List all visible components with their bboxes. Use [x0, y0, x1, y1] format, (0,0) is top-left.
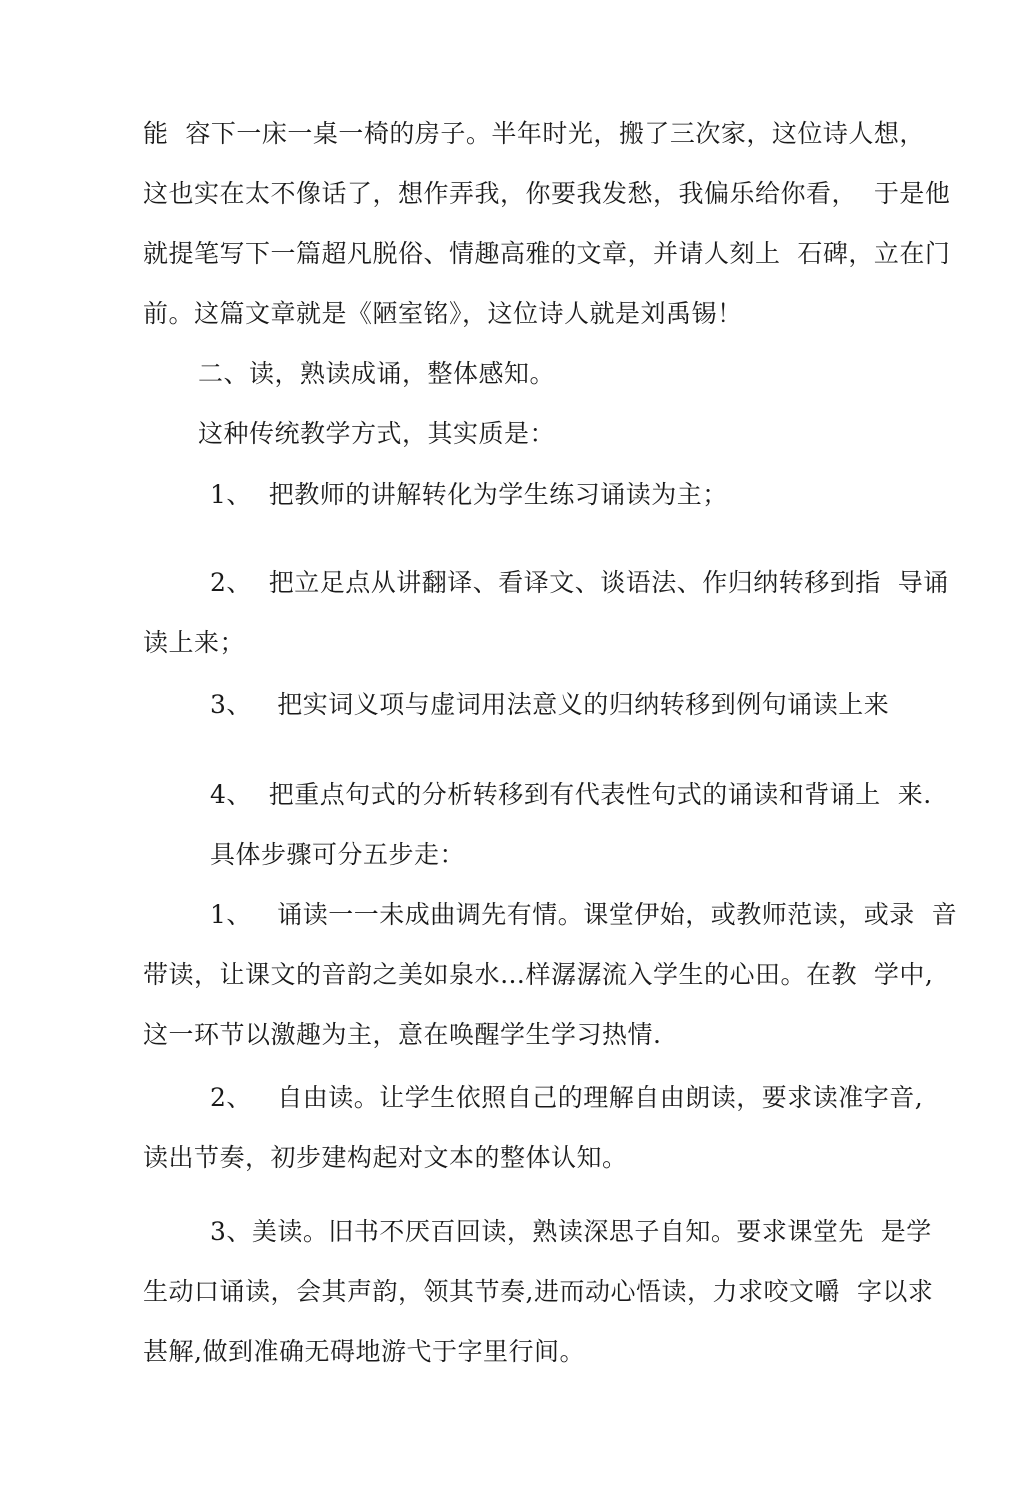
list-item-2: 2、 把立足点从讲翻译、看译文、谈语法、作归纳转移到指 导诵 [210, 568, 949, 597]
step-3-line-3: 甚解,做到准确无碍地游弋于字里行间。 [143, 1337, 585, 1366]
step-1-line-1: 1、 诵读一一未成曲调先有情。课堂伊始，或教师范读，或录 音 [210, 900, 958, 929]
steps-intro: 具体步骤可分五步走： [210, 840, 466, 869]
section-heading: 二、读，熟读成诵，整体感知。 [198, 359, 556, 388]
list-item-3: 3、 把实词义项与虚词用法意义的归纳转移到例句诵读上来 [210, 690, 890, 719]
step-2-line-1: 2、 自由读。让学生依照自己的理解自由朗读，要求读准字音, [210, 1083, 924, 1112]
paragraph-line-3: 就提笔写下一篇超凡脱俗、情趣高雅的文章，并请人刻上 石碑，立在门 [143, 239, 951, 268]
step-1-line-3: 这一环节以激趣为主，意在唤醒学生学习热情. [143, 1020, 662, 1049]
step-2-line-2: 读出节奏，初步建构起对文本的整体认知。 [143, 1143, 628, 1172]
intro-line: 这种传统教学方式，其实质是： [198, 419, 556, 448]
list-item-1: 1、 把教师的讲解转化为学生练习诵读为主； [210, 480, 728, 509]
paragraph-line-4: 前。这篇文章就是《陋室铭》，这位诗人就是刘禹锡！ [143, 299, 743, 328]
step-3-line-2: 生动口诵读，会其声韵，领其节奏,进而动心悟读，力求咬文嚼 字以求 [143, 1277, 934, 1306]
list-item-2-continuation: 读上来； [143, 628, 246, 657]
paragraph-line-2: 这也实在太不像话了，想作弄我，你要我发愁，我偏乐给你看， 于是他 [143, 179, 951, 208]
step-3-line-1: 3、美读。旧书不厌百回读，熟读深思子自知。要求课堂先 是学 [210, 1217, 932, 1246]
paragraph-line-1: 能 容下一床一桌一椅的房子。半年时光，搬了三次家，这位诗人想， [143, 119, 925, 148]
list-item-4: 4、 把重点句式的分析转移到有代表性句式的诵读和背诵上 来. [210, 780, 932, 809]
step-1-line-2: 带读，让课文的音韵之美如泉水…样潺潺流入学生的心田。在教 学中, [143, 960, 934, 989]
